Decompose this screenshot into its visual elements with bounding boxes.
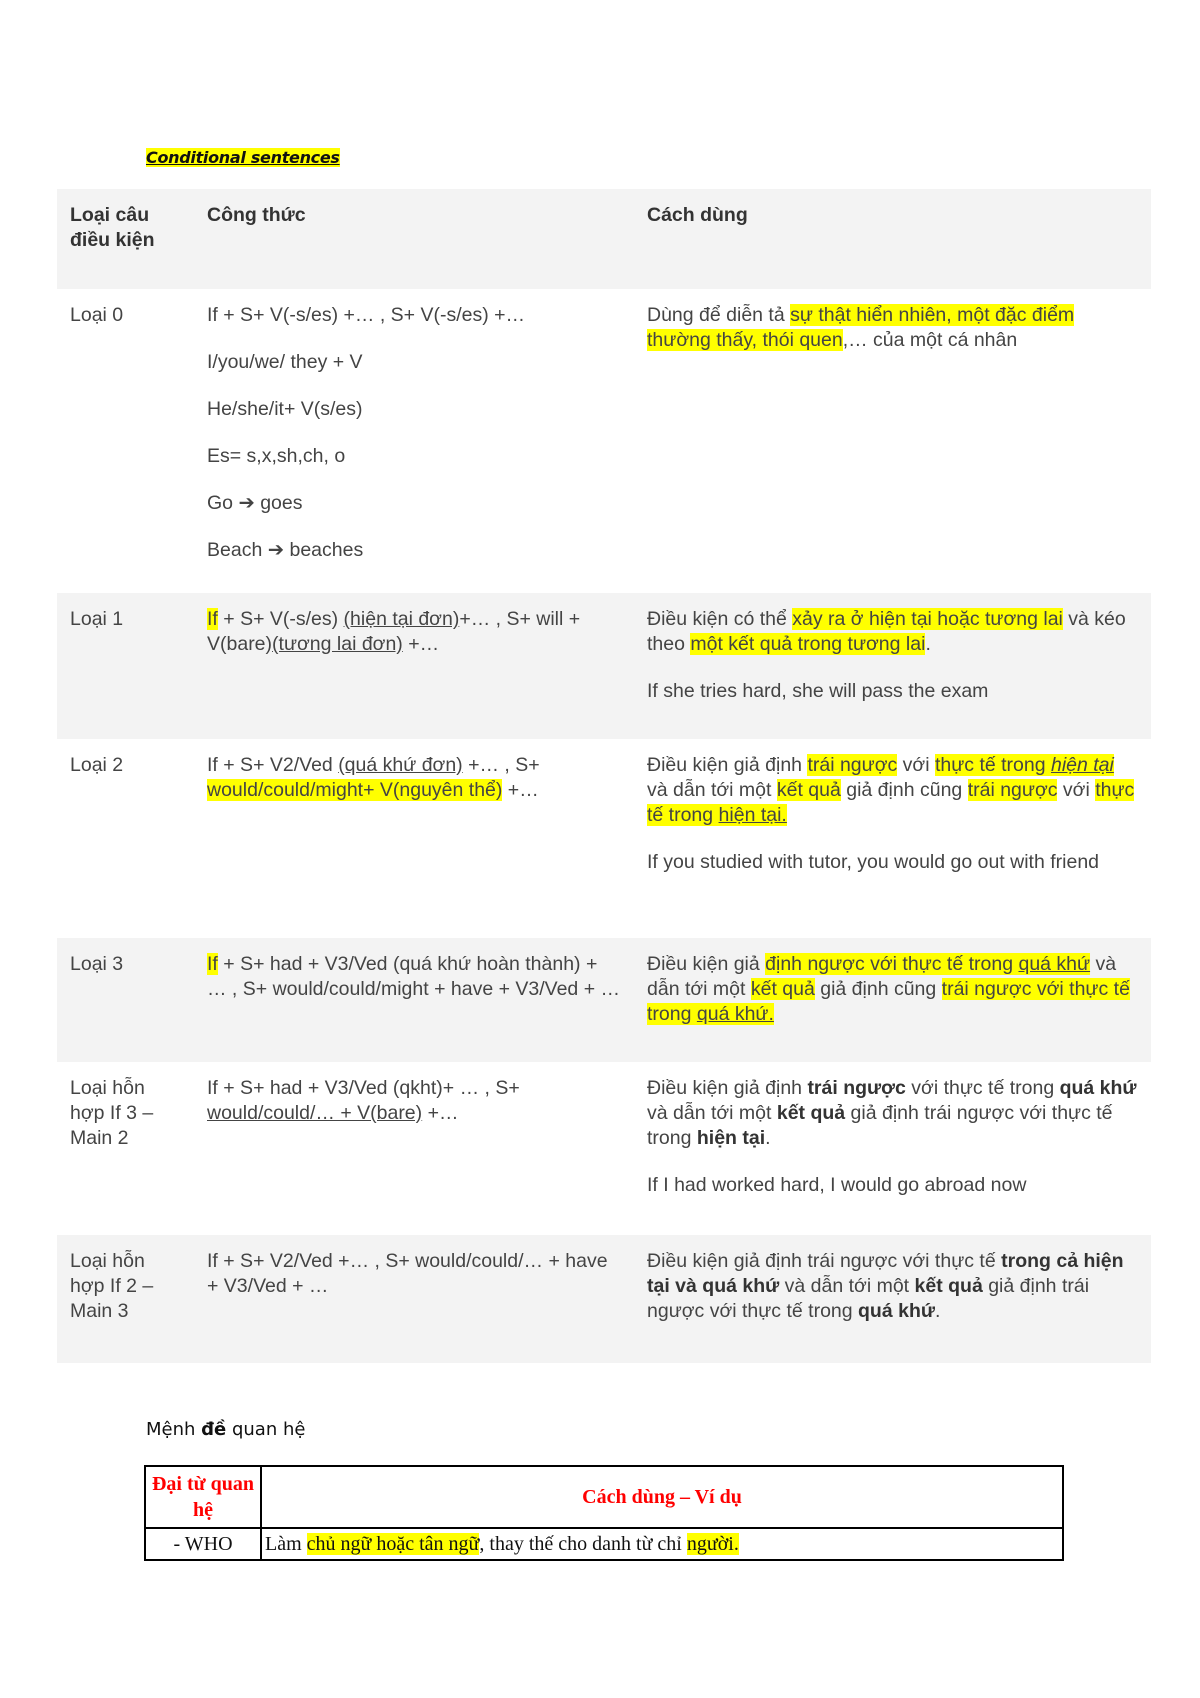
relative-clause-title: Mệnh đề quan hệ: [146, 1419, 306, 1440]
cell-type: Loại hỗn hợp If 3 – Main 2: [70, 1077, 154, 1149]
header-type: Loại câu điều kiện: [70, 204, 155, 251]
table-row-mixed-3-2: [57, 1062, 1151, 1235]
cell-usage: Điều kiện giả định ngược với thực tế trong quá khứ và dẫn tới một kết quả giả định cũng trái ngược với thực tế trong quá khứ.: [647, 953, 1130, 1025]
conditional-sentences-table: [57, 189, 1151, 1363]
example-text: If I had worked hard, I would go abroad now: [647, 1174, 1027, 1196]
cell-formula: If + S+ had + V3/Ved (qkht)+ … , S+ would/could/… + V(bare) +…: [207, 1077, 520, 1124]
cell-type: Loại 1: [70, 608, 124, 630]
cell-usage: Dùng để diễn tả sự thật hiển nhiên, một đặc điểm thường thấy, thói quen,… của một cá nhân: [647, 304, 1075, 351]
cell-type: Loại 0: [70, 304, 124, 326]
document-title: Conditional sentences: [146, 148, 340, 167]
cell-usage: Điều kiện giả định trái ngược với thực tế trong quá khứ và dẫn tới một kết quả giả định trái ngược với thực tế trong hiện tại. If I had worked hard, I would go abroad now: [634, 1062, 1151, 1235]
example-text: If she tries hard, she will pass the exam: [647, 680, 989, 702]
table-row-mixed-2-3: [57, 1235, 1151, 1363]
cell-type: Loại 2: [70, 754, 124, 776]
header-usage: Cách dùng: [647, 204, 748, 226]
cell-formula: If + S+ V(-s/es) (hiện tại đơn)+… , S+ will + V(bare)(tương lai đơn) +…: [207, 608, 581, 655]
table-row-type-1: [57, 593, 1151, 739]
arrow-right-icon: ➔: [238, 492, 255, 514]
cell-usage: Điều kiện có thể xảy ra ở hiện tại hoặc tương lai và kéo theo một kết quả trong tương lai. If she tries hard, she will pass the exam: [634, 593, 1151, 739]
relative-pronoun-table: [144, 1465, 1064, 1561]
table-header-row: [57, 189, 1151, 289]
header-pronoun: Đại từ quan hệ: [145, 1466, 261, 1528]
table-row-type-0: [57, 289, 1151, 593]
table-row-type-2: [57, 739, 1151, 938]
relative-table-header: [145, 1466, 1063, 1528]
cell-formula: If + S+ V(-s/es) +… , S+ V(-s/es) +… I/you/we/ they + V He/she/it+ V(s/es) Es= s,x,sh,ch, o Go ➔ goes Beach ➔ beaches: [207, 304, 526, 561]
cell-pronoun: - WHO: [145, 1528, 261, 1560]
table-row: [145, 1528, 1063, 1560]
cell-formula: If + S+ V2/Ved +… , S+ would/could/… + have + V3/Ved + …: [207, 1250, 608, 1297]
example-text: If you studied with tutor, you would go out with friend: [647, 851, 1100, 873]
cell-usage: Làm chủ ngữ hoặc tân ngữ, thay thế cho danh từ chỉ người.: [261, 1528, 1063, 1560]
cell-usage: Điều kiện giả định trái ngược với thực tế trong hiện tại và dẫn tới một kết quả giả định cũng trái ngược với thực tế trong hiện tại. If you studied with tutor, you would go out with friend: [634, 739, 1151, 938]
header-usage-example: Cách dùng – Ví dụ: [261, 1466, 1063, 1528]
header-formula: Công thức: [207, 204, 306, 226]
cell-formula: If + S+ had + V3/Ved (quá khứ hoàn thành) + … , S+ would/could/might + have + V3/Ved + …: [207, 953, 620, 1000]
table-row-type-3: [57, 938, 1151, 1062]
cell-usage: Điều kiện giả định trái ngược với thực tế trong cả hiện tại và quá khứ và dẫn tới một kết quả giả định trái ngược với thực tế trong quá khứ.: [647, 1250, 1124, 1322]
cell-type: Loại hỗn hợp If 2 – Main 3: [70, 1250, 154, 1322]
arrow-right-icon: ➔: [267, 539, 285, 561]
cell-type: Loại 3: [70, 953, 124, 975]
cell-formula: If + S+ V2/Ved (quá khứ đơn) +… , S+ would/could/might+ V(nguyên thể) +…: [207, 754, 540, 801]
